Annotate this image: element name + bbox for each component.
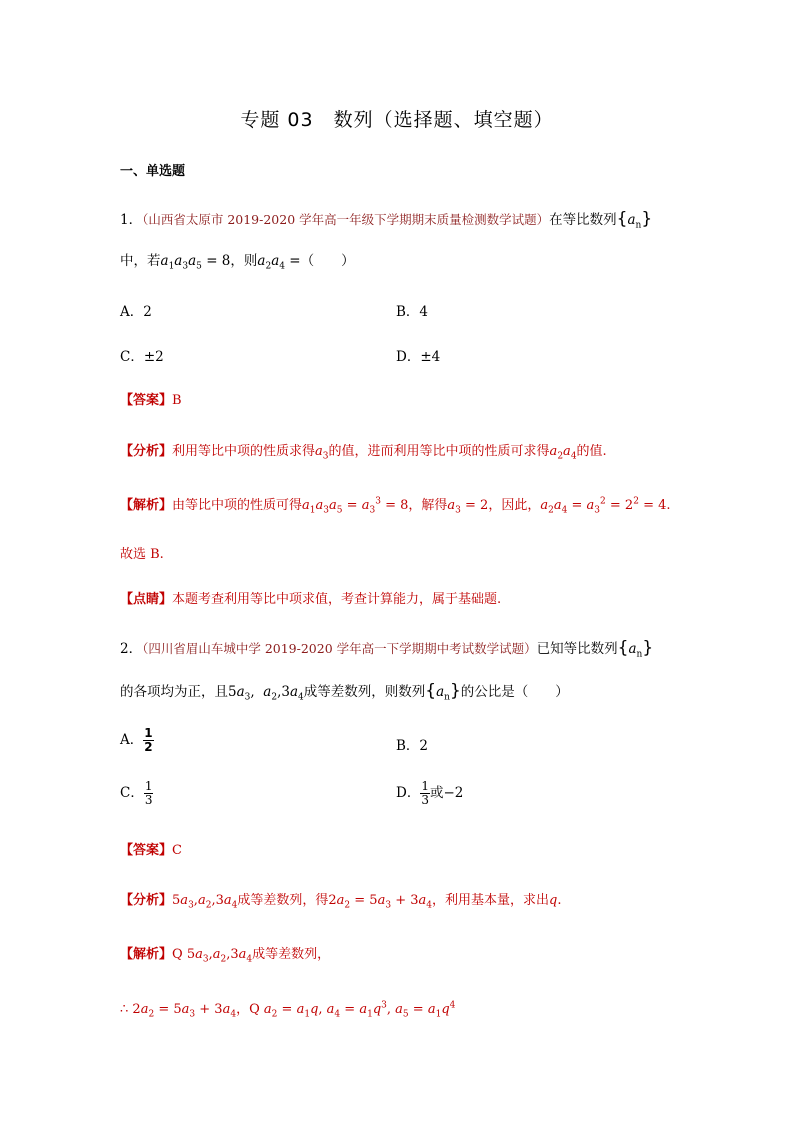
page-title: 专题 03 数列（选择题、填空题） [240,109,554,131]
q1-option-b: B．4 [396,304,429,320]
q2-solution: 【解析】Q $5a_3,a_2,3a_4$成等差数列， [120,947,331,965]
q1-stem-line1: 1．（山西省太原市 2019-2020 学年高一年级下学期期末质量检测数学试题）在等比数列$\{a_n\}$ [120,209,653,231]
q1-option-d: D．±4 [396,349,441,365]
q1-option-c: C．±2 [120,349,164,365]
q2-stem-line2: 的各项均为正，且$5a_3$, $a_2,3a_4$成等差数列，则数列$\{a_n\}$的公比是（ ） [120,681,569,703]
section-heading: 一、单选题 [120,164,186,179]
q2-source: （四川省眉山车城中学 2019-2020 学年高一下学期期中考试数学试题） [142,641,537,656]
q1-comment: 【点睛】本题考查利用等比中项求值，考查计算能力，属于基础题. [120,592,502,607]
q1-source: （山西省太原市 2019-2020 学年高一年级下学期期末质量检测数学试题） [142,212,550,227]
q1-solution: 【解析】由等比中项的性质可得$a_1a_3a_5 = a_3^3 = 8$，解得$a_3 = 2$，因此，$a_2a_4 = a_3^2 = 2^2 = 4$. [120,496,671,516]
q2-option-d: D． $\frac{1}{3}$ 或−2 [396,779,464,807]
q1-stem-line2: 中，若$a_1a_3a_5 = 8$，则$a_2a_4$ =（ ） [120,253,355,272]
q1-answer: 【答案】B [120,393,182,408]
q2-option-b: B．2 [396,738,429,754]
q2-solution-line2: ∴ $2a_2 = 5a_3 + 3a_4$，Q $a_2 = a_1q$, $a_4 = a_1q^3$, $a_5 = a_1q^4$ [120,1000,456,1020]
q1-analysis: 【分析】利用等比中项的性质求得$a_3$的值，进而利用等比中项的性质可求得$a_2a_4$的值. [120,444,607,462]
q2-stem-line1: 2．（四川省眉山车城中学 2019-2020 学年高一下学期期中考试数学试题）已知等比数列$\{a_n\}$ [120,638,654,660]
q2-option-a: A． $\frac{1}{2}$ [120,726,153,754]
q2-number: 2． [120,641,143,657]
q1-option-a: A．2 [120,304,152,320]
q2-answer: 【答案】C [120,843,182,858]
q1-conclusion: 故选 B. [120,547,164,562]
q2-option-c: C． $\frac{1}{3}$ [120,779,153,807]
q1-number: 1． [120,212,143,228]
q2-analysis: 【分析】$5a_3,a_2,3a_4$成等差数列，得$2a_2 = 5a_3 + 3a_4$，利用基本量，求出q. [120,893,562,911]
